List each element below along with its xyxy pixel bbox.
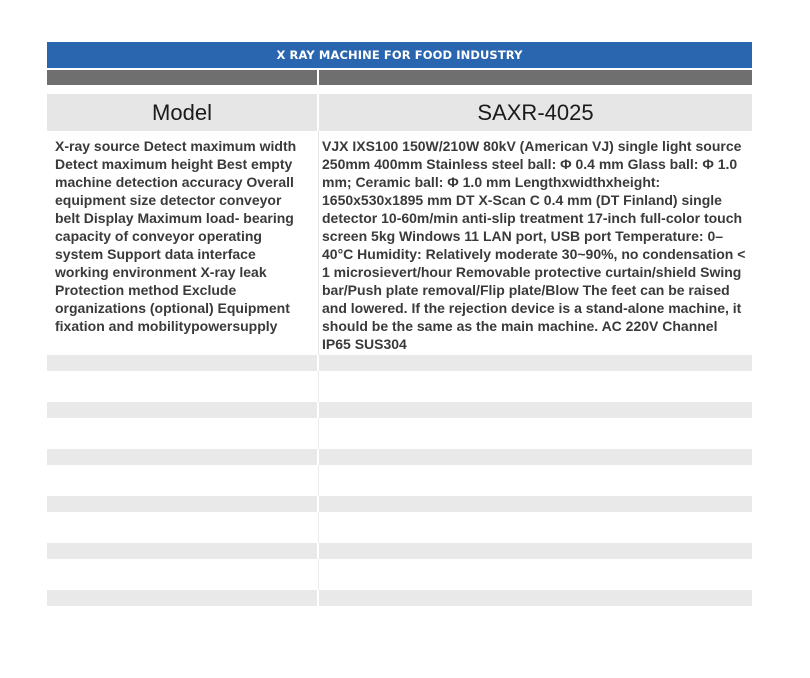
table-cell bbox=[47, 496, 319, 512]
table-row bbox=[47, 559, 752, 590]
table-cell bbox=[47, 449, 319, 465]
table-cell bbox=[319, 543, 752, 559]
table-cell bbox=[47, 418, 319, 449]
table-cell bbox=[319, 590, 752, 606]
table-cell bbox=[319, 512, 752, 543]
title-bar bbox=[47, 42, 752, 68]
header-model-label: Model bbox=[47, 94, 319, 131]
table-row bbox=[47, 590, 752, 606]
table-row bbox=[47, 418, 752, 449]
table-cell bbox=[47, 590, 319, 606]
table-cell bbox=[47, 512, 319, 543]
sub-header-bar bbox=[47, 70, 752, 85]
table-cell bbox=[47, 402, 319, 418]
table-header-row bbox=[47, 94, 752, 131]
divider bbox=[47, 85, 752, 94]
table-row bbox=[47, 402, 752, 418]
table-cell bbox=[47, 559, 319, 590]
table-cell bbox=[47, 355, 319, 371]
spec-labels-text: X-ray source Detect maximum width Detect maximum height Best empty machine detection accuracy Overall equipment size detector conveyor belt Display Maximum load- bearing capacity of conveyor operating system Support data interface working environment X-ray leak Protection method Exclude organizations (optional) Equipment fixation and mobilitypowersupply bbox=[55, 138, 297, 334]
table-row bbox=[47, 371, 752, 402]
table-cell bbox=[319, 355, 752, 371]
table-cell bbox=[47, 371, 319, 402]
table-cell bbox=[319, 449, 752, 465]
table-row bbox=[47, 355, 752, 371]
header-model-value: SAXR-4025 bbox=[319, 94, 752, 131]
table-cell bbox=[319, 418, 752, 449]
table-cell bbox=[319, 371, 752, 402]
spec-sheet bbox=[47, 42, 752, 606]
table-cell bbox=[319, 496, 752, 512]
sub-header-left bbox=[47, 70, 319, 85]
page-title: X RAY MACHINE FOR FOOD INDUSTRY bbox=[276, 48, 523, 62]
table-row bbox=[47, 465, 752, 496]
spec-content-row bbox=[47, 131, 752, 355]
table-cell bbox=[47, 465, 319, 496]
spec-values-text: VJX IXS100 150W/210W 80kV (American VJ) single light source 250mm 400mm Stainless steel ball: Φ 0.4 mm Glass ball: Φ 1.0 mm; Ceramic ball: Φ 1.0 mm Lengthxwidthxheight: 1650x530x1895 mm DT X-Scan C 0.4 mm (DT Finland) single detector 10-60m/min anti-slip treatment 17-inch full-color touch screen 5kg Windows 11 LAN port, USB port Temperature: 0–40°C Humidity: Relatively moderate 30~90%, no condensation < 1 microsievert/hour Removable protective curtain/shield Swing bar/Push plate removal/Flip plate/Blow The feet can be raised and lowered. If the rejection device is a stand-alone machine, it should be the same as the main machine. AC 220V Channel IP65 SUS304 bbox=[322, 138, 746, 352]
table-row bbox=[47, 512, 752, 543]
table-cell bbox=[47, 543, 319, 559]
table-cell bbox=[319, 402, 752, 418]
table-cell bbox=[319, 559, 752, 590]
spec-values-cell bbox=[319, 131, 752, 355]
table-cell bbox=[319, 465, 752, 496]
table-row bbox=[47, 449, 752, 465]
spec-labels-cell bbox=[47, 131, 319, 355]
table-row bbox=[47, 496, 752, 512]
table-row bbox=[47, 543, 752, 559]
